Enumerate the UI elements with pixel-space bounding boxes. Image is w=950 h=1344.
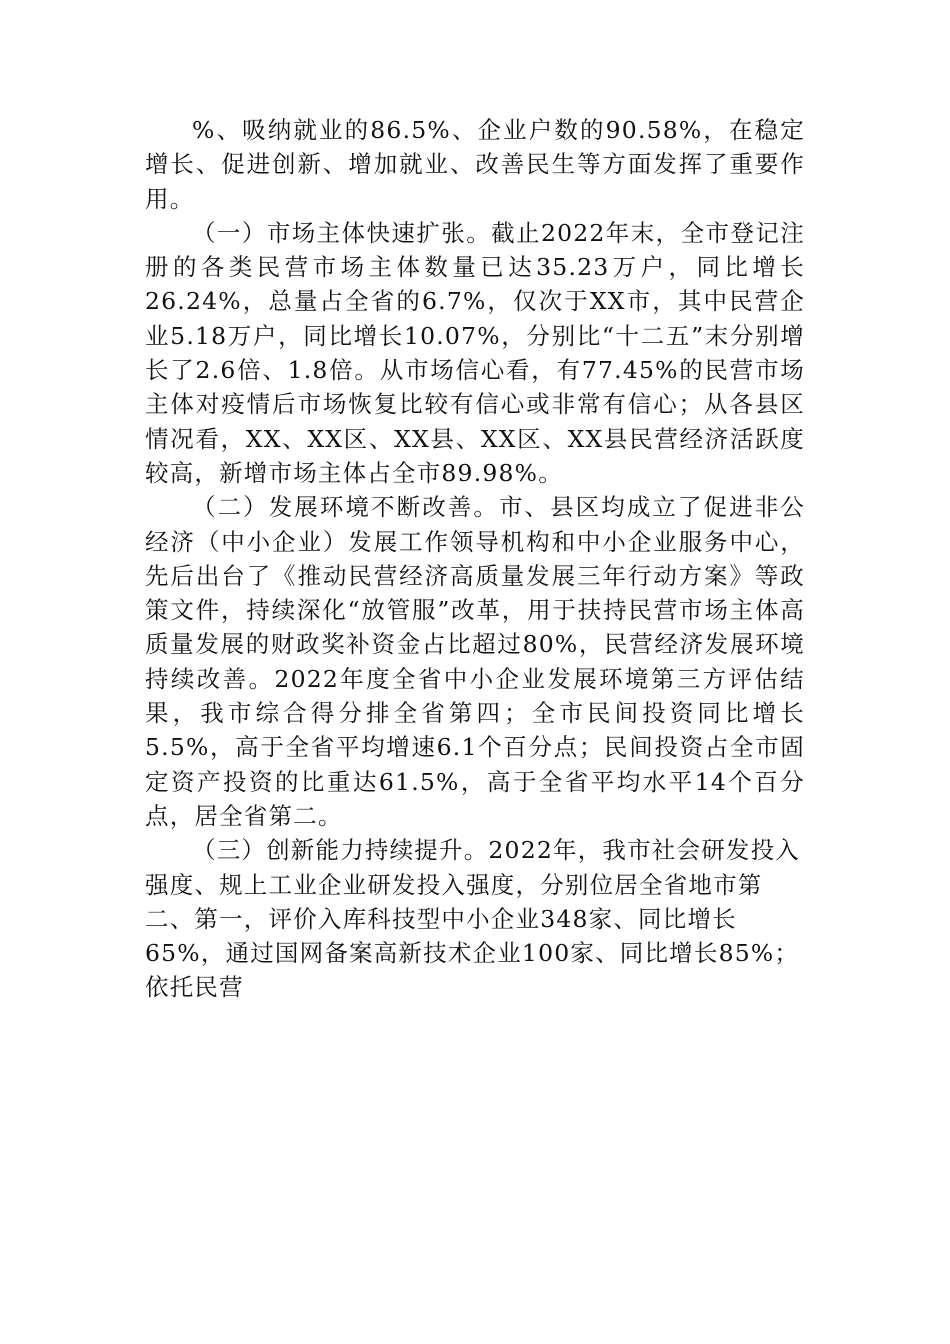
section-heading-market-entities: （一）市场主体快速扩张。: [192, 218, 492, 247]
paragraph-body: %、吸纳就业的86.5%、企业户数的90.58%，在稳定增长、促进创新、增加就业、改善民生等方面发挥了重要作用。: [145, 116, 805, 213]
paragraph-intro: [145, 113, 805, 216]
paragraph-body: 2022年，我市社会研发投入强度、规上工业企业研发投入强度，分别位居全省地市第二、第一，评价入库科技型中小企业348家、同比增长65%，通过国网备案高新技术企业100家、同比增长85%；依托民营: [145, 836, 801, 1002]
paragraph-body: 截止2022年末，全市登记注册的各类民营市场主体数量已达35.23万户，同比增长26.24%，总量占全省的6.7%，仅次于XX市，其中民营企业5.18万户，同比增长10.07%，分别比“十二五”末分别增长了2.6倍、1.8倍。从市场信心看，有77.45%的民营市场主体对疫情后市场恢复比较有信心或非常有信心；从各县区情况看，XX、XX区、XX县、XX区、XX县民营经济活跃度较高，新增市场主体占全市89.98%。: [145, 218, 805, 487]
section-heading-innovation: （三）创新能力持续提升。: [192, 836, 489, 865]
paragraph-market-entities: [145, 216, 805, 490]
paragraph-innovation: [145, 833, 805, 1004]
document-page: [145, 113, 805, 1005]
section-heading-environment: （二）发展环境不断改善。: [192, 493, 499, 522]
paragraph-environment: [145, 490, 805, 833]
paragraph-body: 市、县区均成立了促进非公经济（中小企业）发展工作领导机构和中小企业服务中心，先后出台了《推动民营经济高质量发展三年行动方案》等政策文件，持续深化“放管服”改革，用于扶持民营市场主体高质量发展的财政奖补资金占比超过80%，民营经济发展环境持续改善。2022年度全省中小企业发展环境第三方评估结果，我市综合得分排全省第四；全市民间投资同比增长5.5%，高于全省平均增速6.1个百分点；民间投资占全市固定资产投资的比重达61.5%，高于全省平均水平14个百分点，居全省第二。: [145, 493, 805, 830]
